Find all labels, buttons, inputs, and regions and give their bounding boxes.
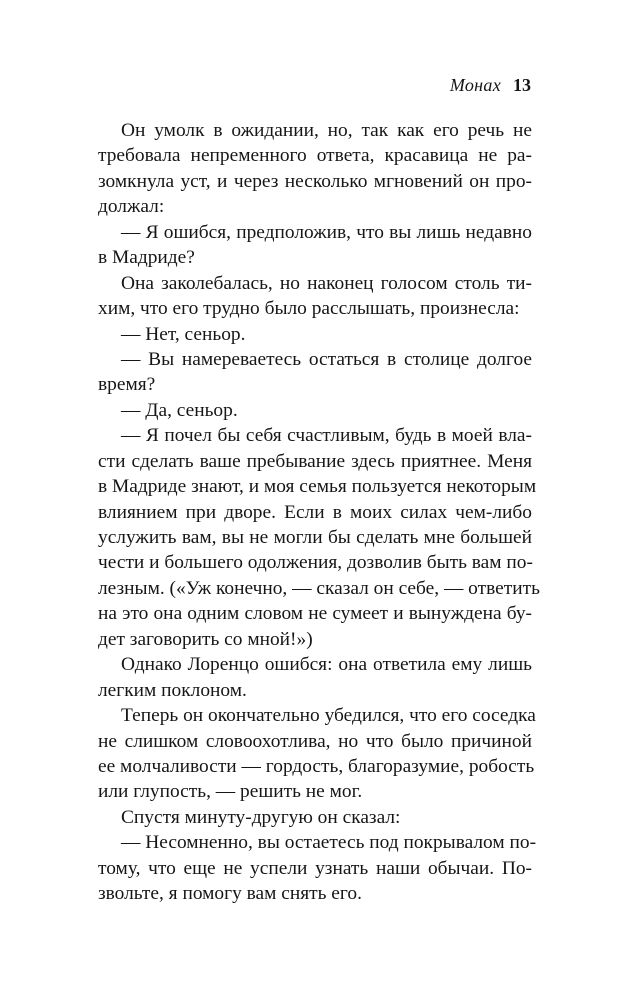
text-line: ее молчаливости — гордость, благоразумие, робость xyxy=(98,755,535,777)
text-line: должал: xyxy=(98,196,165,218)
text-line: требовала непременного ответа, красавица не ра- xyxy=(98,145,532,167)
text-line: зомкнула уст, и через несколько мгновений он про- xyxy=(98,170,532,192)
text-line: — Я почел бы себя счастливым, будь в моей вла- xyxy=(121,425,532,447)
text-line: или глупость, — решить не мог. xyxy=(98,781,363,803)
text-line: хим, что его трудно было расслышать, произнесла: xyxy=(98,298,520,320)
text-line: дет заговорить со мной!») xyxy=(98,628,313,650)
text-line: Однако Лоренцо ошибся: она ответила ему лишь xyxy=(121,654,532,676)
text-line: лезным. («Уж конечно, — сказал он себе, — ответить xyxy=(98,577,540,599)
text-line: Она заколебалась, но наконец голосом столь ти- xyxy=(121,272,532,294)
text-line: Спустя минуту-другую он сказал: xyxy=(121,806,401,828)
text-line: тому, что еще не успели узнать наши обычаи. По- xyxy=(98,857,532,879)
text-line: услужить вам, вы не могли бы сделать мне большей xyxy=(98,527,532,548)
text-line: — Да, сеньор. xyxy=(121,399,238,421)
running-head xyxy=(450,74,531,96)
running-head-title: Монах xyxy=(449,75,501,95)
text-line: — Несомненно, вы остаетесь под покрывалом по- xyxy=(121,832,537,854)
text-line: — Нет, сеньор. xyxy=(121,323,246,345)
page-number: 13 xyxy=(513,75,531,95)
text-line: сти сделать ваше пребывание здесь приятнее. Меня xyxy=(98,450,532,472)
text-line: влиянием при дворе. Если в моих силах чем-либо xyxy=(98,501,532,523)
text-line: время? xyxy=(98,374,156,396)
text-line: не слишком словоохотлива, но что было причиной xyxy=(98,730,532,752)
text-line: в Мадриде? xyxy=(98,247,195,269)
text-line: в Мадриде знают, и моя семья пользуется некоторым xyxy=(98,476,537,498)
text-line: чести и большего одолжения, дозволив быть вам по- xyxy=(98,552,533,574)
text-line: звольте, я помогу вам снять его. xyxy=(98,883,362,905)
text-line: — Вы намереваетесь остаться в столице долгое xyxy=(121,348,532,370)
text-line: легким поклоном. xyxy=(98,679,247,701)
body-text xyxy=(98,118,540,907)
text-line: Теперь он окончательно убедился, что его соседка xyxy=(121,705,536,727)
text-line: на это она одним словом не сумеет и вынуждена бу- xyxy=(98,603,532,625)
text-line: — Я ошибся, предположив, что вы лишь недавно xyxy=(121,221,532,243)
text-line: Он умолк в ожидании, но, так как его речь не xyxy=(121,120,532,141)
